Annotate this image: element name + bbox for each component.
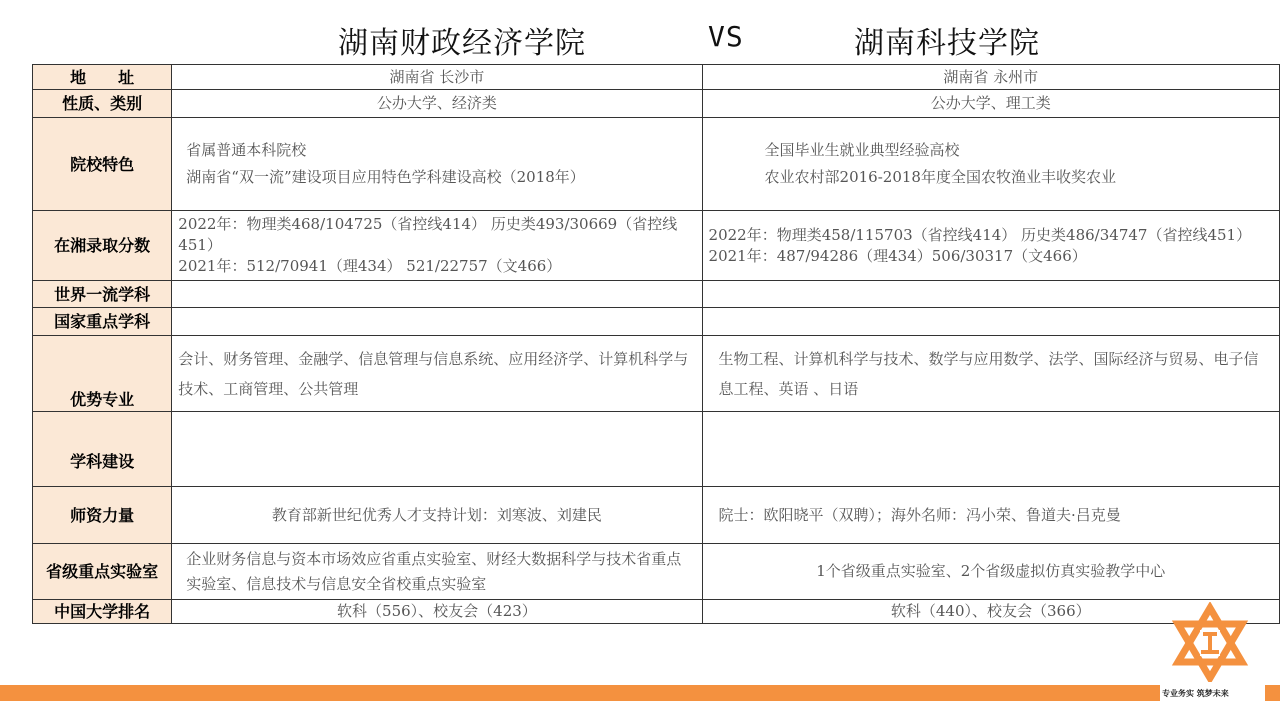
right-cell: 湖南省 永州市 [702,65,1279,90]
right-cell: 公办大学、理工类 [702,90,1279,118]
score-line: 2022年：物理类458/115703（省控线414） 历史类486/34747（省控线451） [708,225,1252,244]
left-school-title: 湖南财政经济学院 [338,26,586,61]
table-row-score [33,211,1280,281]
score-line: 2021年：487/94286（理434）506/30317（文466） [708,246,1087,265]
score-line: 2022年：物理类468/104725（省控线414） 历史类493/30669（省控线451） [178,215,678,254]
feature-line: 全国毕业生就业典型经验高校 [764,141,960,159]
right-cell [702,412,1279,487]
row-label: 国家重点学科 [33,308,172,336]
feature-line: 农业农村部2016-2018年度全国农牧渔业丰收奖农业 [764,168,1116,186]
table-row-discipline [33,412,1280,487]
table-row-world [33,281,1280,308]
right-cell: 院士：欧阳晓平（双聘）；海外名师：冯小荣、鲁道夫·吕克曼 [702,487,1279,544]
left-cell [172,308,702,336]
row-label: 地 址 [33,65,172,90]
vs-label: VS [708,20,744,53]
right-cell [702,211,1279,281]
left-cell: 教育部新世纪优秀人才支持计划：刘寒波、刘建民 [172,487,702,544]
right-cell [702,281,1279,308]
row-label: 省级重点实验室 [33,544,172,600]
table-row-labs [33,544,1280,600]
comparison-table [32,64,1280,624]
row-label: 学科建设 [33,412,172,487]
right-cell: 软科（440）、校友会（366） [702,600,1279,624]
right-cell: 生物工程、计算机科学与技术、数学与应用数学、法学、国际经济与贸易、电子信息工程、英语 、日语 [702,336,1279,412]
row-label: 中国大学排名 [33,600,172,624]
table-row-address [33,65,1280,90]
feature-line: 湖南省“双一流”建设项目应用特色学科建设高校（2018年） [186,168,585,186]
left-cell [172,281,702,308]
left-cell: 公办大学、经济类 [172,90,702,118]
left-cell: 软科（556）、校友会（423） [172,600,702,624]
footer-accent-bar-end [1265,685,1280,701]
score-line: 2021年：512/70941（理434） 521/22757（文466） [178,257,562,275]
row-label: 院校特色 [33,118,172,211]
table-row-majors [33,336,1280,412]
table-row-national [33,308,1280,336]
table-row-ranking [33,600,1280,624]
feature-line: 省属普通本科院校 [186,141,307,159]
left-cell [172,412,702,487]
table-row-faculty [33,487,1280,544]
right-school-title: 湖南科技学院 [854,26,1040,61]
right-cell [702,308,1279,336]
row-label: 性质、类别 [33,90,172,118]
right-cell [702,118,1279,211]
row-label: 优势专业 [33,336,172,412]
left-cell: 湖南省 长沙市 [172,65,702,90]
table-row-feature [33,118,1280,211]
row-label: 在湘录取分数 [33,211,172,281]
table-row-type [33,90,1280,118]
left-cell: 企业财务信息与资本市场效应省重点实验室、财经大数据科学与技术省重点实验室、信息技术与信息安全省校重点实验室 [172,544,702,600]
right-cell: 1个省级重点实验室、2个省级虚拟仿真实验教学中心 [702,544,1279,600]
left-cell: 会计、财务管理、金融学、信息管理与信息系统、应用经济学、计算机科学与技术、工商管理、公共管理 [172,336,702,412]
row-label: 师资力量 [33,487,172,544]
row-label: 世界一流学科 [33,281,172,308]
footer-slogan: 专业务实 筑梦未来 [1162,689,1229,698]
left-cell [172,211,702,281]
left-cell [172,118,702,211]
footer-accent-bar [0,685,1160,701]
star-logo-icon [1170,602,1250,682]
